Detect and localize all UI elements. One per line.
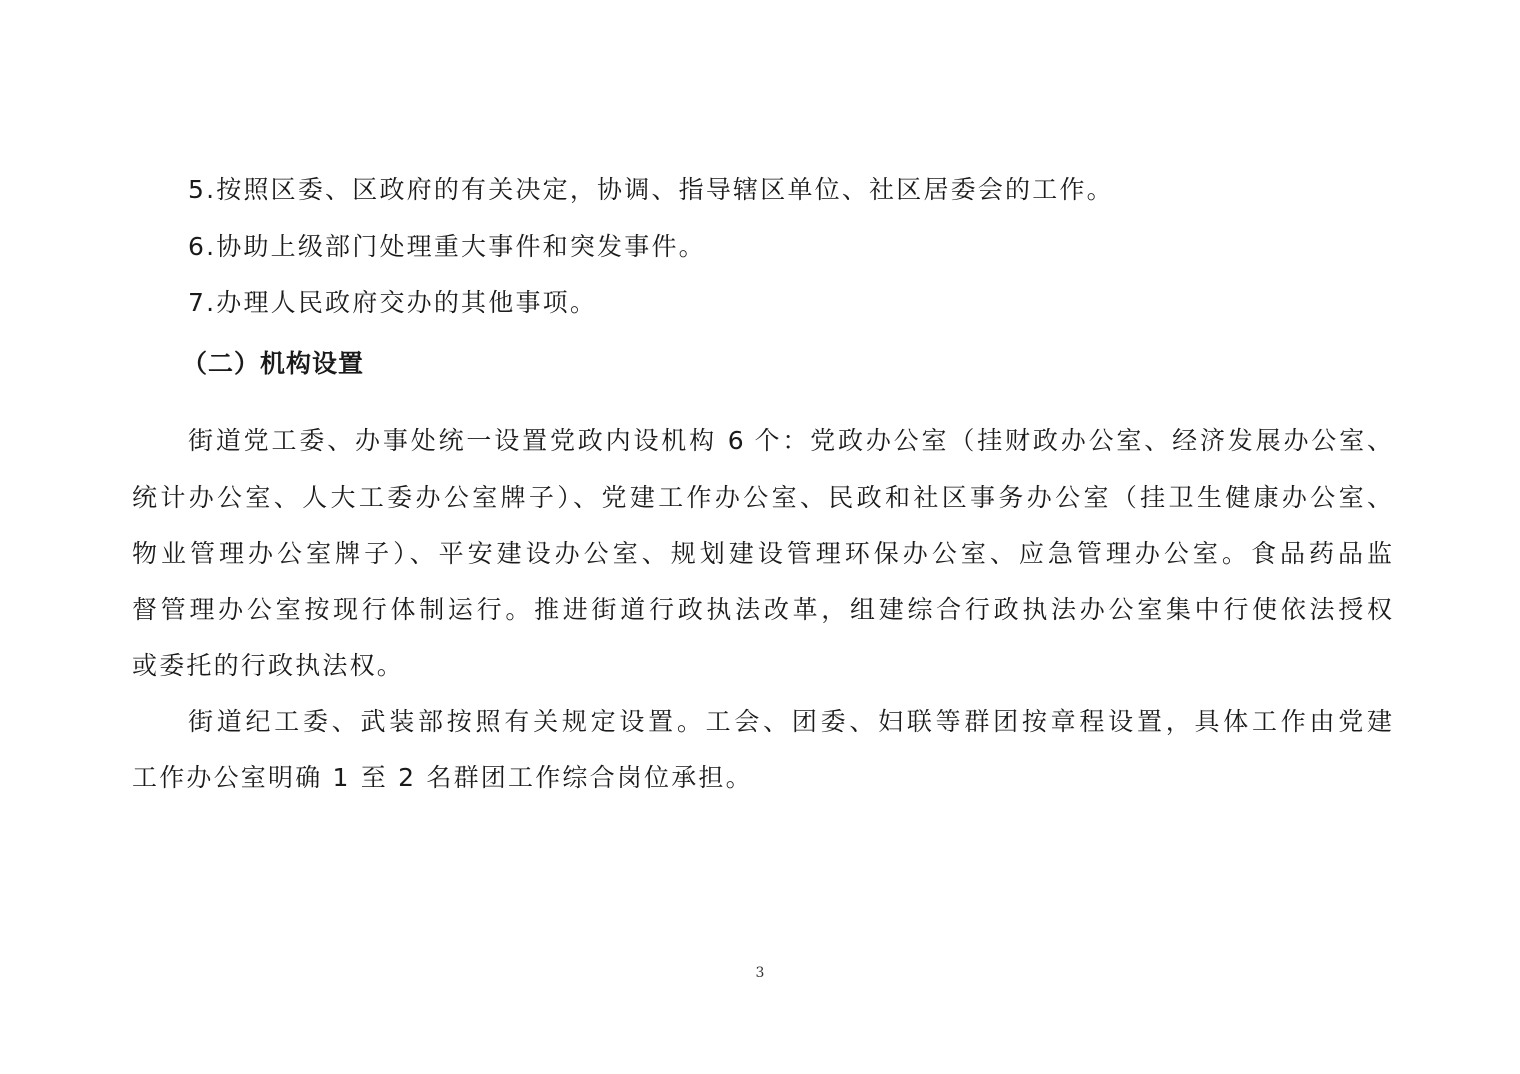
list-item-6: 6.协助上级部门处理重大事件和突发事件。 xyxy=(188,232,706,261)
paragraph-1-line-3: 物业管理办公室牌子）、平安建设办公室、规划建设管理环保办公室、应急管理办公室。食品药品监 xyxy=(132,539,1392,568)
paragraph-1-line-4: 督管理办公室按现行体制运行。推进街道行政执法改革，组建综合行政执法办公室集中行使依法授权 xyxy=(132,595,1392,624)
paragraph-2-line-1: 街道纪工委、武装部按照有关规定设置。工会、团委、妇联等群团按章程设置，具体工作由党建 xyxy=(188,707,1392,736)
paragraph-1-line-5: 或委托的行政执法权。 xyxy=(132,651,405,680)
list-item-7: 7.办理人民政府交办的其他事项。 xyxy=(188,288,598,317)
paragraph-1-line-2: 统计办公室、人大工委办公室牌子）、党建工作办公室、民政和社区事务办公室（挂卫生健康办公室、 xyxy=(132,483,1392,512)
page-number: 3 xyxy=(755,965,765,981)
paragraph-2-line-2: 工作办公室明确 1 至 2 名群团工作综合岗位承担。 xyxy=(132,763,753,792)
paragraph-1-line-1: 街道党工委、办事处统一设置党政内设机构 6 个：党政办公室（挂财政办公室、经济发展办公室、 xyxy=(188,426,1392,455)
list-item-5: 5.按照区委、区政府的有关决定，协调、指导辖区单位、社区居委会的工作。 xyxy=(188,175,1114,204)
section-heading: （二）机构设置 xyxy=(182,349,365,378)
